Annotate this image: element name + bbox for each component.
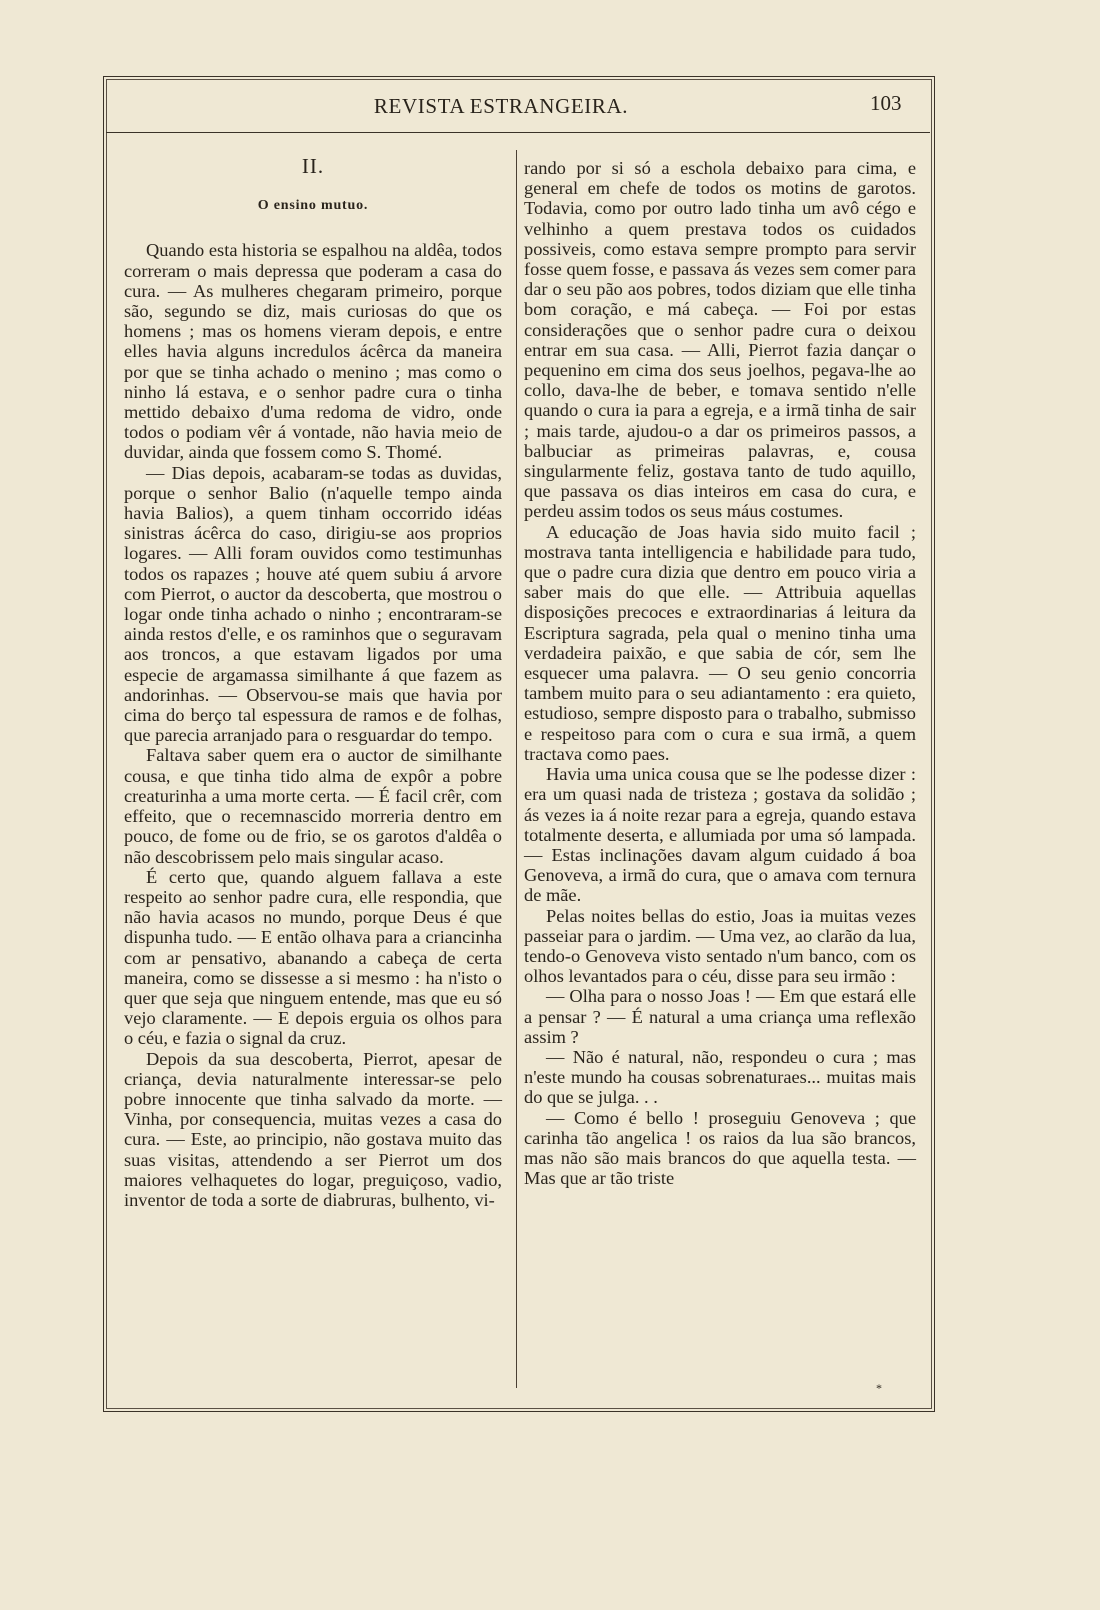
paragraph: Havia uma unica cousa que se lhe podesse dizer : era um quasi nada de tristeza ; gostava da solidão ; ás vezes ia á noite rezar para a egreja, quando estava totalmente deserta, e allumiada por uma só lampada. — Estas inclinações davam algum cuidado á boa Genoveva, a irmã do cura, que o amava com ternura de mãe.	[524, 764, 916, 906]
paragraph: Faltava saber quem era o auctor de similhante cousa, e que tinha tido alma de expôr a pobre creaturinha a uma morte certa. — É facil crêr, com effeito, que o recemnascido morreria dentro em pouco, de fome ou de frio, se os garotos d'aldêa o não descobrissem pelo mais singular acaso.	[124, 745, 502, 867]
paragraph: — Não é natural, não, respondeu o cura ; mas n'este mundo ha cousas sobrenaturaes... muitas mais do que se julga. . .	[524, 1046, 916, 1108]
left-column	[124, 156, 502, 1210]
paragraph: — Olha para o nosso Joas ! — Em que estará elle a pensar ? — É natural a uma criança uma reflexão assim ?	[524, 986, 916, 1047]
paragraph: — Como é bello ! proseguiu Genoveva ; que carinha tão angelica ! os raios da lua são brancos, mas não são mais brancos do que aquella testa. — Mas que ar tão triste	[524, 1107, 916, 1189]
right-column	[524, 158, 916, 1188]
paragraph: rando por si só a eschola debaixo para cima, e general em chefe de todos os motins de garotos. Todavia, como por outro lado tinha um avô cégo e velhinho a quem prestava todos os cuidados possiveis, como estava sempre prompto para servir fosse quem fosse, e passava ás vezes sem comer para dar o seu pão aos pobres, todos diziam que elle tinha bom coração, e má cabeça. — Foi por estas considerações que o senhor padre cura o deixou entrar em sua casa. — Alli, Pierrot fazia dançar o pequenino em cima dos seus joelhos, pegava-lhe ao collo, dava-lhe de beber, e tomava sentido n'elle quando o cura ia para a egreja, e a irmã tinha de sair ; mais tarde, ajudou-o a dar os primeiros passos, a balbuciar as primeiras palavras, e, cousa singularmente feliz, gostava tanto de tudo aquillo, que passava os dias inteiros em casa do cura, e perdeu assim todos os seus máus costumes.	[524, 158, 916, 522]
running-header: REVISTA ESTRANGEIRA.	[373, 94, 629, 118]
page-number: 103	[870, 91, 902, 115]
section-subtitle: O ensino mutuo.	[257, 198, 369, 214]
signature-mark: *	[876, 1381, 882, 1395]
paragraph: — Dias depois, acabaram-se todas as duvidas, porque o senhor Balio (n'aquelle tempo ainda havia Balios), a quem tinham occorrido idéas sinistras ácêrca do caso, dirigiu-se aos proprios logares. — Alli foram ouvidos como testimunhas todos os rapazes ; houve até quem subiu á arvore com Pierrot, o auctor da descoberta, que mostrou o logar onde tinha achado o ninho ; encontraram-se ainda restos d'elle, e os raminhos que o seguravam aos troncos, a que estavam ligados por uma especie de argamassa similhante á que fazem as andorinhas. — Observou-se mais que havia por cima do berço tal espessura de ramos e de folhas, que parecia arranjado para o resguardar do tempo.	[124, 462, 502, 746]
paragraph: Depois da sua descoberta, Pierrot, apesar de criança, devia naturalmente interessar-se pelo pobre innocente que tinha salvado da morte. — Vinha, por consequencia, muitas vezes a casa do cura. — Este, ao principio, não gostava muito das suas visitas, attendendo a ser Pierrot um dos maiores velhaquetes do logar, preguiçoso, vadio, inventor de toda a sorte de diabruras, bulhento, vi-	[124, 1048, 502, 1210]
column-divider	[516, 150, 517, 1388]
paragraph: Pelas noites bellas do estio, Joas ia muitas vezes passeiar para o jardim. — Uma vez, ao clarão da lua, tendo-o Genoveva visto sentado n'um banco, com os olhos levantados para o céu, disse para seu irmão :	[524, 905, 916, 987]
paragraph: É certo que, quando alguem fallava a este respeito ao senhor padre cura, elle respondia, que não havia acasos no mundo, porque Deus é que dispunha tudo. — E então olhava para a criancinha com ar pensativo, abanando a cabeça de certa maneira, como se dissesse a si mesmo : ha n'isto o quer que seja que ninguem entende, mas que eu só vejo claramente. — E depois erguia os olhos para o céu, e fazia o signal da cruz.	[124, 866, 502, 1049]
section-number: II.	[301, 154, 325, 178]
header-rule	[106, 132, 930, 133]
paragraph: Quando esta historia se espalhou na aldêa, todos correram o mais depressa que poderam a casa do cura. — As mulheres chegaram primeiro, porque são, segundo se diz, mais curiosas do que os homens ; mas os homens vieram depois, e entre elles havia alguns incredulos ácêrca da maneira por que se tinha achado o menino ; mas como o ninho lá estava, e o senhor padre cura o tinha mettido debaixo d'uma redoma de vidro, onde todos o podiam vêr á vontade, não havia meio de duvidar, ainda que fossem como S. Thomé.	[124, 240, 502, 463]
paragraph: A educação de Joas havia sido muito facil ; mostrava tanta intelligencia e habilidade para tudo, que o padre cura dizia que dentro em pouco viria a saber mais do que elle. — Attribuia aquellas disposições precoces e extraordinarias á leitura da Escriptura sagrada, pela qual o menino tinha uma verdadeira paixão, e que sabia de cór, sem lhe esquecer uma palavra. — O seu genio concorria tambem muito para o seu adiantamento : era quieto, estudioso, sempre disposto para o trabalho, submisso e respeitoso para com o cura e sua irmã, a quem tractava como paes.	[524, 521, 916, 764]
